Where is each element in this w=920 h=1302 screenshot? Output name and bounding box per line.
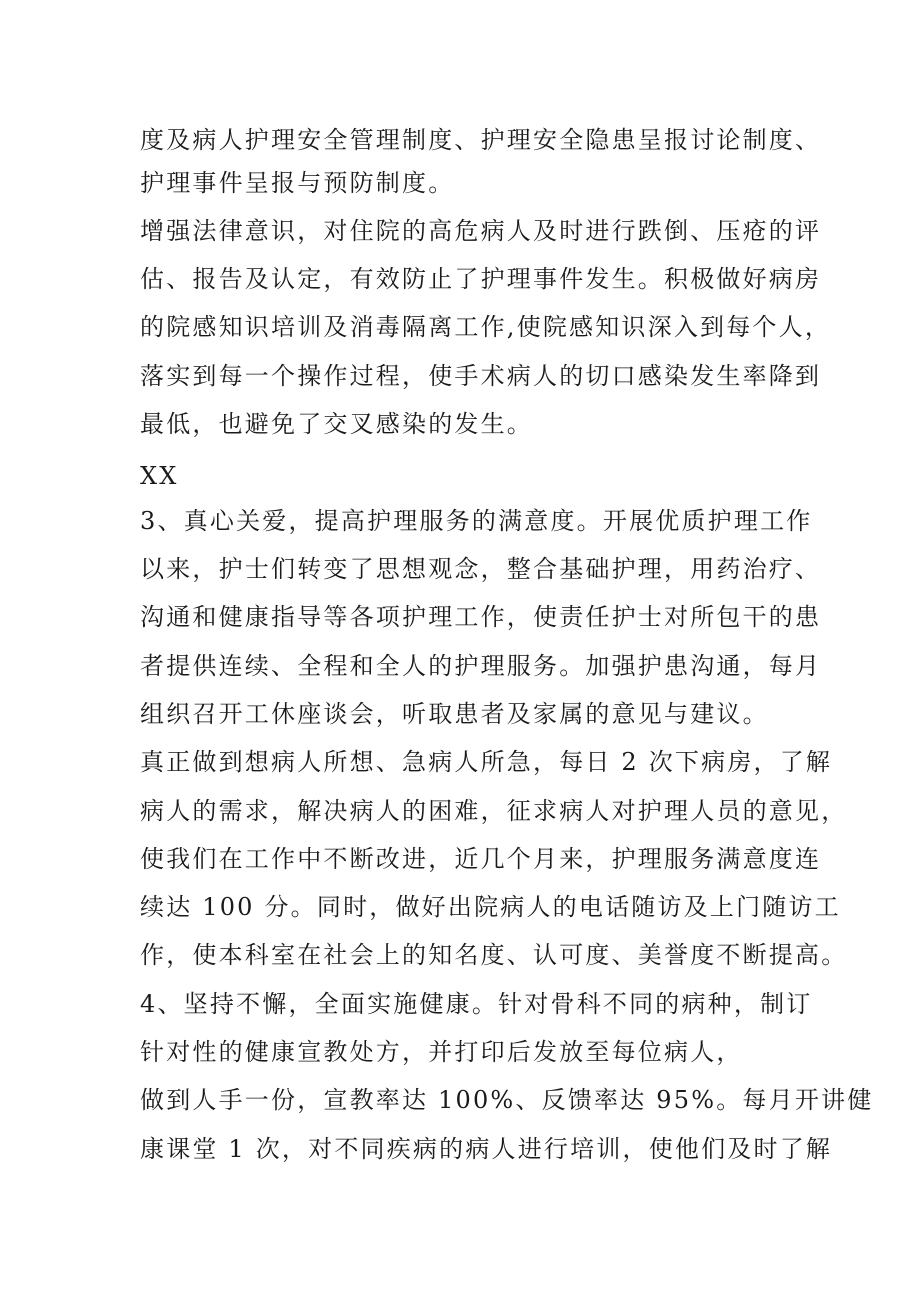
text-line: 做到人手一份，宣教率达 100%、反馈率达 95%。每月开讲健 bbox=[140, 1086, 874, 1114]
text-line: 度及病人护理安全管理制度、护理安全隐患呈报讨论制度、 bbox=[140, 126, 822, 154]
text-line: 续达 100 分。同时，做好出院病人的电话随访及上门随访工 bbox=[140, 893, 841, 921]
text-line: 护理事件呈报与预防制度。 bbox=[140, 169, 455, 197]
text-line: 使我们在工作中不断改进，近几个月来，护理服务满意度连 bbox=[140, 845, 822, 873]
text-line: 康课堂 1 次，对不同疾病的病人进行培训，使他们及时了解 bbox=[140, 1135, 833, 1163]
text-line: 组织召开工休座谈会，听取患者及家属的意见与建议。 bbox=[140, 700, 769, 728]
text-line: 估、报告及认定，有效防止了护理事件发生。积极做好病房 bbox=[140, 265, 822, 293]
text-line: 病人的需求，解决病人的困难，征求病人对护理人员的意见， bbox=[140, 797, 848, 825]
text-line: 最低，也避免了交叉感染的发生。 bbox=[140, 410, 533, 438]
text-line: 者提供连续、全程和全人的护理服务。加强护患沟通，每月 bbox=[140, 652, 822, 680]
text-line: 4、坚持不懈，全面实施健康。针对骨科不同的病种，制订 bbox=[140, 990, 813, 1018]
text-line: 3、真心关爱，提高护理服务的满意度。开展优质护理工作 bbox=[140, 507, 813, 535]
text-line: 落实到每一个操作过程，使手术病人的切口感染发生率降到 bbox=[140, 362, 822, 390]
text-line: 的院感知识培训及消毒隔离工作,使院感知识深入到每个人， bbox=[140, 313, 832, 341]
text-line: 真正做到想病人所想、急病人所急，每日 2 次下病房，了解 bbox=[140, 748, 833, 776]
text-line: 以来，护士们转变了思想观念，整合基础护理，用药治疗、 bbox=[140, 555, 822, 583]
text-line: 增强法律意识，对住院的高危病人及时进行跌倒、压疮的评 bbox=[140, 217, 822, 245]
text-line: 作，使本科室在社会上的知名度、认可度、美誉度不断提高。 bbox=[140, 941, 848, 969]
text-line: 沟通和健康指导等各项护理工作，使责任护士对所包干的患 bbox=[140, 603, 822, 631]
text-line: XX bbox=[140, 462, 179, 490]
text-line: 针对性的健康宣教处方，并打印后发放至每位病人， bbox=[140, 1038, 743, 1066]
